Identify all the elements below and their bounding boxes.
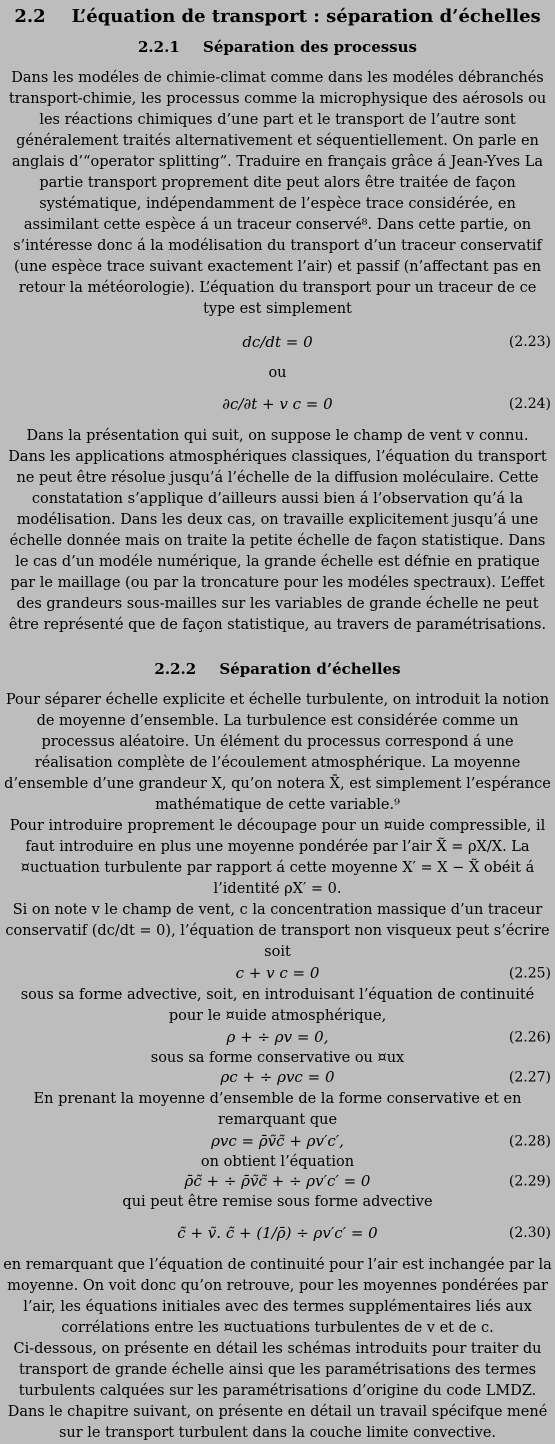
paragraph-ensemble-mean: Pour séparer échelle explicite et échelle turbulente, on introduit la notion de moyenne d’ensemble. La turbulence est considérée comme un processus aléatoire. Un élément du processus correspond á une réalisation complète de l’écoulement atmosphérique. La moyenne d’ensemble d’une grandeur X, qu’on notera X̄, est simplement l’espérance mathématique de cette variable.⁹ — [4, 692, 551, 813]
equation-2-26-text: ρ + ÷ ρv = 0, — [226, 1028, 329, 1046]
paragraph-wind-field: Dans la présentation qui suit, on suppose le champ de vent v connu. — [26, 428, 529, 444]
paragraph-scales: Dans les applications atmosphériques classiques, l’équation du transport ne peut être résolue jusqu’á l’échelle de la diffusion moléculaire. Cette constatation s’applique d’ailleurs aussi bien á l’observation qu’á la modélisation. Dans les deux cas, on travaille explicitement jusqu’á une échelle donnée mais on traite la petite échelle de façon statistique. Dans le cas d’un modéle numérique, la grande échelle est défnie en pratique par le maillage (ou par la troncature pour les modéles spectraux). L’effet des grandeurs sous-mailles sur les variables de grande échelle ne peut être représenté que de façon statistique, au travers de paramétrisations. — [8, 449, 547, 633]
equation-2-30-number: (2.30) — [508, 1225, 551, 1241]
subsection-heading-1 — [2, 38, 553, 56]
equation-2-29 — [2, 1171, 553, 1193]
connector-ou: ou — [268, 365, 287, 381]
equation-2-25-text: c + v c = 0 — [235, 964, 320, 982]
equation-2-27 — [2, 1067, 553, 1089]
equation-2-29-number: (2.29) — [508, 1173, 551, 1190]
connector-obtain: on obtient l’équation — [200, 1154, 355, 1170]
equation-2-24-text: ∂c/∂t + v c = 0 — [222, 395, 333, 413]
subsection-heading-2 — [2, 660, 553, 678]
paragraph-transport-equation: Si on note v le champ de vent, c la concentration massique d’un traceur conservatif (dc/dt = 0), l’équation de transport non visqueux peut s’écrire soit — [5, 902, 550, 960]
equation-2-23-number: (2.23) — [508, 334, 551, 350]
connector-advective-form: qui peut être remise sous forme advective — [122, 1194, 433, 1210]
paragraph-correlations: en remarquant que l’équation de continuité pour l’air est inchangée par la moyenne. On voit donc qu’on retrouve, pour les moyennes pondérées par l’air, les équations initiales avec des termes supplémentaires liés aux corrélations entre les ¤uctuations turbulentes de v et de c. — [3, 1257, 552, 1336]
subsection-number-1: 2.2.1 — [138, 38, 180, 56]
equation-2-23 — [2, 320, 553, 364]
equation-2-30 — [2, 1211, 553, 1255]
equation-2-24 — [2, 382, 553, 426]
paragraph-schemes: Ci-dessous, on présente en détail les schémas introduits pour traiter du transport de grande échelle ainsi que les paramétrisations des termes turbulents calquées sur les paramétrisations d’origine du code LMDZ. Dans le chapitre suivant, on présente en détail un travail spécifque mené sur le transport turbulent dans la couche limite convective. — [7, 1341, 548, 1441]
equation-2-28 — [2, 1131, 553, 1153]
equation-2-23-text: dc/dt = 0 — [242, 333, 313, 351]
subsection-title-2: Séparation d’échelles — [219, 660, 401, 678]
equation-2-26 — [2, 1027, 553, 1049]
section-number: 2.2 — [14, 6, 46, 27]
connector-conservative: sous sa forme conservative ou ¤ux — [150, 1050, 405, 1066]
connector-advective: sous sa forme advective, soit, en introduisant l’équation de continuité pour le ¤uide atmosphérique, — [20, 987, 535, 1024]
paragraph-weighted-mean: Pour introduire proprement le découpage pour un ¤uide compressible, il faut introduire en plus une moyenne pondérée par l’air X̃ = ρX/X. La ¤uctuation turbulente par rapport á cette moyenne X′ = X − X̃ obéit á l’identité ρX′ = 0. — [9, 818, 546, 897]
equation-2-30-text: c̃ + ṽ. c̃ + (1/ρ̄) ÷ ρv′c′ = 0 — [177, 1224, 378, 1242]
equation-2-28-number: (2.28) — [508, 1133, 551, 1150]
subsection-number-2: 2.2.2 — [154, 660, 197, 678]
connector-ensemble-mean: En prenant la moyenne d’ensemble de la forme conservative et en remarquant que — [33, 1091, 522, 1128]
equation-2-28-text: ρvc = ρ̄ṽc̃ + ρv′c′, — [211, 1132, 344, 1150]
equation-2-27-number: (2.27) — [508, 1069, 551, 1086]
section-title: L’équation de transport : séparation d’échelles — [71, 6, 541, 27]
equation-2-25 — [2, 963, 553, 985]
subsection-title-1: Séparation des processus — [203, 38, 417, 56]
equation-2-24-number: (2.24) — [508, 396, 551, 412]
paragraph-operator-splitting: Dans les modéles de chimie-climat comme dans les modéles débranchés transport-chimie, les processus comme la microphysique des aérosols ou les réactions chimiques d’une part et le transport de l’autre sont généralement traités alternativement et séquentiellement. On parle en anglais d’“operator splitting”. Traduire en français grâce á Jean-Yves La partie transport proprement dite peut alors être traitée de façon systématique, indépendamment de l’espèce trace considérée, en assimilant cette espèce á un traceur conservé⁸. Dans cette partie, on s’intéresse donc á la modélisation du transport d’un traceur conservatif (une espèce trace suivant exactement l’air) et passif (n’affectant pas en retour la météorologie). L’équation du transport pour un traceur de ce type est simplement — [8, 70, 547, 317]
equation-2-29-text: ρ̄c̃ + ÷ ρ̄ṽc̃ + ÷ ρv′c′ = 0 — [184, 1172, 371, 1190]
section-heading — [2, 0, 553, 34]
equation-2-26-number: (2.26) — [508, 1029, 551, 1046]
equation-2-25-number: (2.25) — [508, 965, 551, 982]
equation-2-27-text: ρc + ÷ ρvc = 0 — [220, 1068, 335, 1086]
